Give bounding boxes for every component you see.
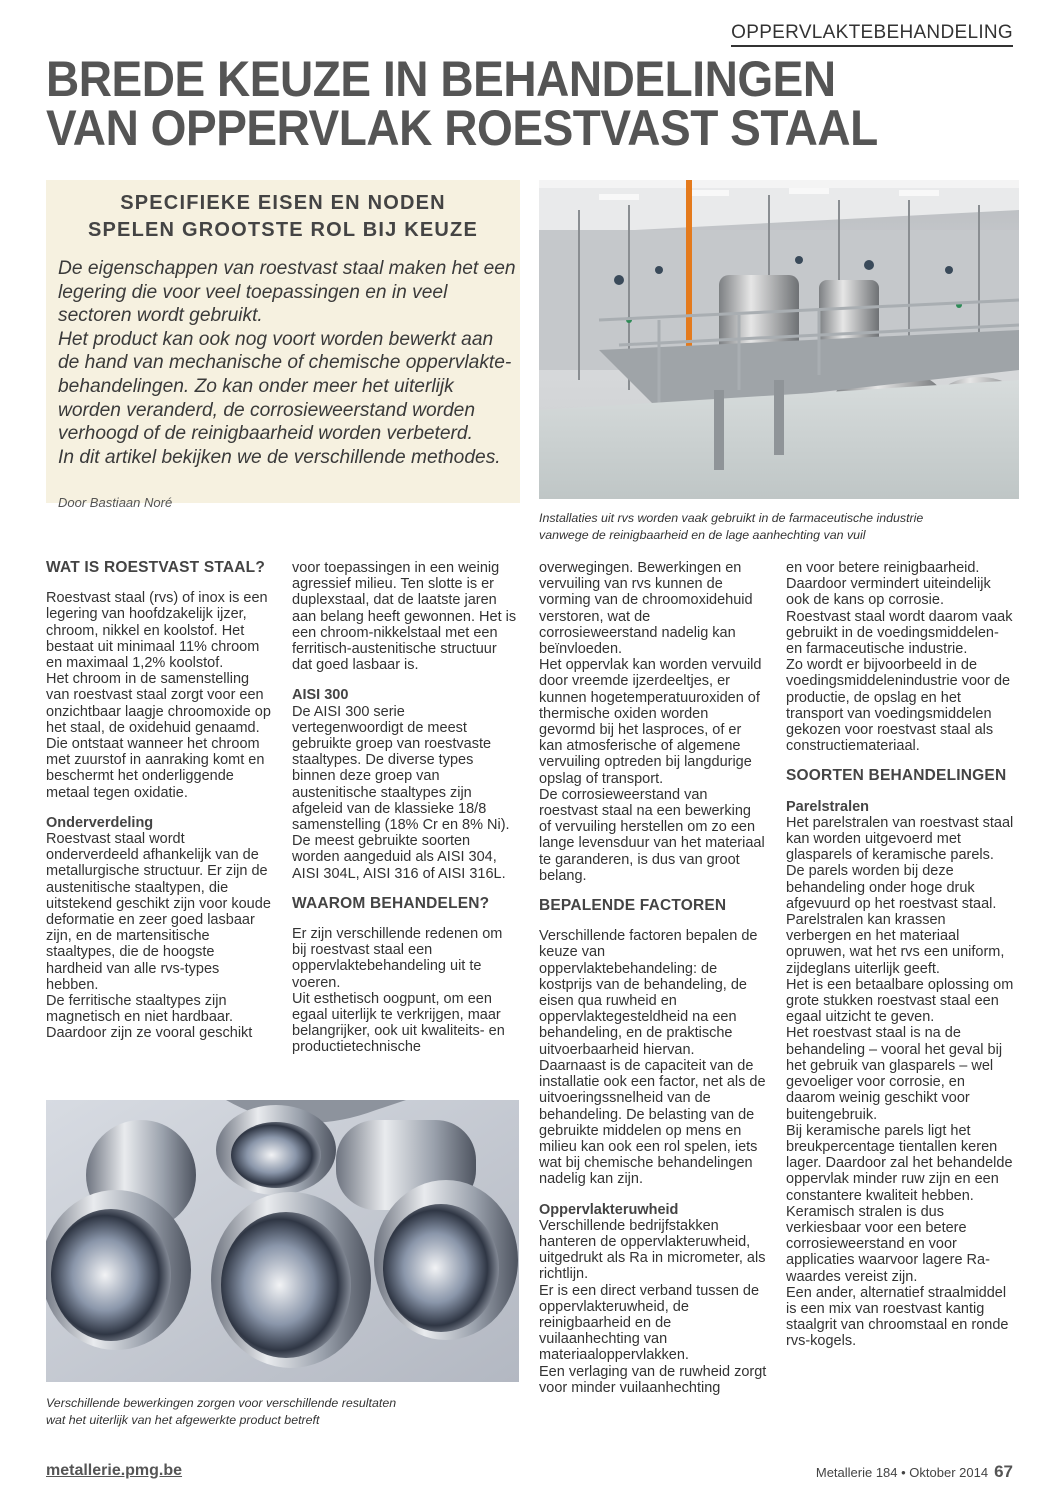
paragraph: Zo wordt er bijvoorbeeld in de voedingsmiddelenindustrie voor de productie, de opslag en het transport van voedingsmiddelen gekozen voor roestvast staal als constructiemateriaal. bbox=[786, 657, 1011, 755]
paragraph: Roestvast staal wordt onderverdeeld afhankelijk van de metallurgische structuur. Er zijn de austenitische staaltypen, die uitstekend geschikt zijn voor koude deformatie en zeer goed lasbaar zijn, en de martensitische staaltypes, die de hoogste hardheid van alle rvs-types hebben. bbox=[46, 831, 271, 993]
paragraph: Een verlaging van de ruwheid zorgt voor minder vuilaanhechting bbox=[539, 1363, 767, 1396]
heading-bepalende-factoren: BEPALENDE FACTOREN bbox=[539, 897, 727, 915]
caption-photo-1 bbox=[539, 510, 1019, 544]
intro-paragraph: Het product kan ook nog voort worden bewerkt aan de hand van mechanische of chemische oppervlakte-behandelingen. Zo kan onder meer het uiterlijk worden veranderd, de corrosieweerstand worden verhoogd of de reinigbaarheid worden verbeterd. bbox=[58, 328, 512, 445]
caption-line: wat het uiterlijk van het afgewerkte product betreft bbox=[46, 1413, 320, 1427]
author-byline: Door Bastiaan Noré bbox=[58, 495, 173, 510]
paragraph: Het chroom in de samenstelling van roestvast staal zorgt voor een onzichtbaar laagje chroomoxide op het staal, de oxidehuid genaamd. Die ontstaat wanneer het chroom met zuurstof in aanraking komt en beschermt het onderliggende metaal tegen oxidatie. bbox=[46, 671, 271, 801]
paragraph: Het parelstralen van roestvast staal kan worden uitgevoerd met glasparels of keramische parels. De parels worden bij deze behandeling onder hoge druk afgevuurd op het roestvast staal. Parelstralen kan krassen verbergen en het materiaal opruwen, wat het rvs een uniform, zijdeglans uiterlijk geeft. bbox=[786, 814, 1014, 977]
caption-line: Installaties uit rvs worden vaak gebruikt in de farmaceutische industrie bbox=[539, 511, 924, 525]
headline-line-1: BREDE KEUZE IN BEHANDELINGEN bbox=[46, 51, 836, 107]
photo-pharma-installation bbox=[539, 180, 1019, 499]
subheading-aisi-300: AISI 300 bbox=[292, 687, 349, 704]
paragraph: Roestvast staal wordt daarom vaak gebruikt in de voedingsmiddelen- en farmaceutische industrie. bbox=[786, 608, 1013, 658]
subheading-onderverdeling: Onderverdeling bbox=[46, 814, 154, 831]
footer-issue-info bbox=[816, 1462, 1013, 1482]
caption-line: vanwege de reinigbaarheid en de lage aanhechting van vuil bbox=[539, 528, 866, 542]
paragraph: Het roestvast staal is na de behandeling – vooral het geval bij het gebruik van glasparels – wel gevoeliger voor corrosie, en daarom weinig geschikt voor buitengebruik. bbox=[786, 1025, 1003, 1123]
heading-wat-is-roestvast-staal: WAT IS ROESTVAST STAAL? bbox=[46, 559, 266, 576]
paragraph: Bij keramische parels ligt het breukpercentage tientallen keren lager. Daardoor zal het behandelde oppervlak minder ruw zijn en een constantere kwaliteit hebben. Keramisch stralen is dus verkiesbaar voor een betere corrosieweerstand en voor applicaties waarvoor lagere Ra-waardes vereist zijn. bbox=[786, 1122, 1013, 1285]
subheading-parelstralen: Parelstralen bbox=[786, 798, 870, 815]
paragraph: en voor betere reinigbaarheid. Daardoor vermindert uiteindelijk ook de kans op corrosie. bbox=[786, 560, 991, 609]
column-3 bbox=[539, 560, 767, 1396]
intro-paragraph: In dit artikel bekijken we de verschillende methodes. bbox=[58, 446, 501, 468]
paragraph: Roestvast staal (rvs) of inox is een legering van hoofdzakelijk ijzer, chroom, nikkel en koolstof. Het bestaat uit minimaal 11% chroom en maximaal 1,2% koolstof. bbox=[46, 590, 268, 672]
subheading-oppervlakteruwheid: Oppervlakteruwheid bbox=[539, 1201, 679, 1218]
paragraph: Verschillende factoren bepalen de keuze van oppervlaktebehandeling: de kostprijs van de behandeling, de eisen qua ruwheid en oppervlaktegesteldheid na een behandeling, en de praktische uitvoerbaarheid hiervan. bbox=[539, 928, 758, 1058]
stainless-tubes-image bbox=[46, 1100, 519, 1382]
subheadline bbox=[46, 190, 520, 244]
subheadline-line-1: SPECIFIEKE EISEN EN NODEN bbox=[120, 192, 446, 214]
photo-stainless-tubes bbox=[46, 1100, 519, 1382]
column-1 bbox=[46, 560, 271, 1042]
heading-waarom-behandelen: WAAROM BEHANDELEN? bbox=[292, 894, 490, 912]
paragraph: Er zijn verschillende redenen om bij roestvast staal een oppervlaktebehandeling uit te voeren. bbox=[292, 926, 503, 991]
section-tag: OPPERVLAKTEBEHANDELING bbox=[731, 22, 1013, 47]
footer-website-link[interactable]: metallerie.pmg.be bbox=[46, 1462, 183, 1479]
headline-line-2: VAN OPPERVLAK ROESTVAST STAAL bbox=[46, 100, 878, 156]
caption-line: Verschillende bewerkingen zorgen voor verschillende resultaten bbox=[46, 1396, 397, 1410]
paragraph: voor toepassingen in een weinig agressief milieu. Ten slotte is er duplexstaal, dat de laatste jaren aan belang heeft gewonnen. Het is een chroom-nikkelstaal met een ferritisch-austenitische structuur dat goed lasbaar is. bbox=[292, 560, 517, 674]
paragraph: Uit esthetisch oogpunt, om een egaal uiterlijk te verkrijgen, maar belangrijker, ook uit kwaliteits- en productietechnische bbox=[292, 990, 505, 1056]
column-4 bbox=[786, 560, 1014, 1350]
paragraph: Daarnaast is de capaciteit van de installatie ook een factor, net als de uitvoeringssnelheid van de behandeling. De belasting van de gebruikte middelen op mens en milieu kan ook een rol spelen, iets wat bij chemische behandelingen nadelig kan zijn. bbox=[539, 1057, 766, 1188]
heading-soorten-behandelingen: SOORTEN BEHANDELINGEN bbox=[786, 767, 1007, 785]
paragraph: Een ander, alternatief straalmiddel is een mix van roestvast kantig staalgrit van chroomstaal en ronde rvs-kogels. bbox=[786, 1284, 1009, 1350]
paragraph: De ferritische staaltypes zijn magnetisch en niet hardbaar. Daardoor zijn ze vooral geschikt bbox=[46, 993, 253, 1042]
paragraph: Er is een direct verband tussen de oppervlakteruwheid, de reinigbaarheid en de vuilaanhechting van materiaaloppervlakken. bbox=[539, 1282, 760, 1364]
page-number: 67 bbox=[994, 1462, 1013, 1481]
paragraph: De AISI 300 serie vertegenwoordigt de meest gebruikte groep van roestvaste staaltypes. De diverse types binnen deze groep van austenitische staaltypes zijn afgeleid van de klassieke 18/8 samenstelling (18% Cr en 8% Ni). De meest gebruikte soorten worden aangeduid als AISI 304, AISI 304L, AISI 316 of AISI 316L. bbox=[292, 703, 510, 882]
intro-text bbox=[58, 257, 516, 469]
paragraph: Het is een betaalbare oplossing om grote stukken roestvast staal een egaal uitzicht te geven. bbox=[786, 976, 1014, 1026]
paragraph: overwegingen. Bewerkingen en vervuiling van rvs kunnen de vorming van de chroomoxidehuid verstoren, wat de corrosieweerstand nadelig kan beïnvloeden. bbox=[539, 560, 753, 658]
paragraph: Het oppervlak kan worden vervuild door vreemde ijzerdeeltjes, er kunnen hogetemperatuuroxiden of thermische oxiden worden gevormd bij het lasproces, of er kan atmosferische of algemene vervuiling optreden bij langdurige opslag of transport. bbox=[539, 657, 762, 787]
paragraph: Verschillende bedrijfstakken hanteren de oppervlakteruwheid, uitgedrukt als Ra in micrometer, als richtlijn. bbox=[539, 1217, 766, 1283]
issue-label: Metallerie 184 • Oktober 2014 bbox=[815, 1465, 989, 1480]
intro-paragraph: De eigenschappen van roestvast staal maken het een legering die voor veel toepassingen en in veel sectoren wordt gebruikt. bbox=[58, 258, 516, 327]
pharma-installation-image bbox=[539, 180, 1019, 499]
caption-photo-2 bbox=[46, 1395, 519, 1429]
paragraph: De corrosieweerstand van roestvast staal na een bewerking of vervuiling herstellen om zo een lange levensduur van het materiaal te garanderen, is dus van groot belang. bbox=[539, 786, 765, 884]
column-2 bbox=[292, 560, 520, 1056]
headline bbox=[46, 51, 948, 156]
subheadline-line-2: SPELEN GROOTSTE ROL BIJ KEUZE bbox=[87, 219, 479, 241]
